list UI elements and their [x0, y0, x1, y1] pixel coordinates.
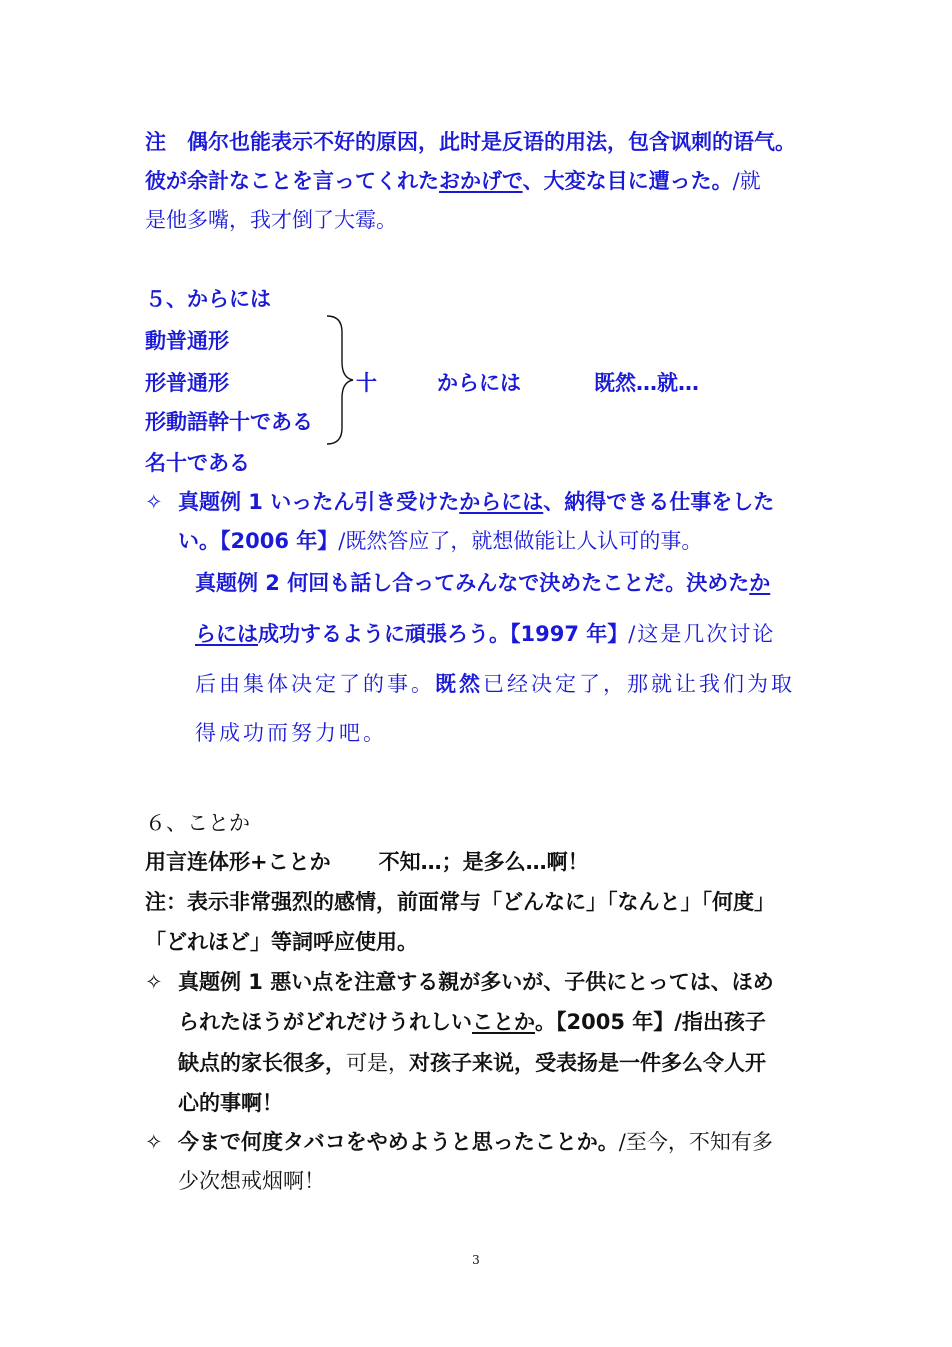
example-kotoka-1-cont — [178, 1012, 766, 1033]
translation: /至今，不知有多 — [618, 1130, 773, 1154]
translation: /就 — [732, 169, 761, 193]
example-text-end: 、大変な目に遭った。 — [522, 169, 733, 193]
example-kotoka-2 — [145, 1132, 773, 1153]
pattern-kotoka — [145, 852, 589, 873]
example-karaniwa-2-cont — [195, 624, 775, 645]
section-heading-kotoka: ６、ことか — [145, 811, 250, 835]
section-heading-karaniwa: ５、からには — [145, 287, 271, 311]
note-kotoka-cont: 「どれほど」等詞呼应使用。 — [145, 930, 418, 954]
plus-sign: 十 — [356, 371, 377, 395]
pattern-karaniwa: からには — [437, 371, 521, 395]
underlined-grammar: らには — [195, 622, 258, 646]
example-text: 真题例 1 いったん引き受けた — [178, 490, 460, 514]
translation-part: 对孩子来说，受表扬是一件多么令人开 — [409, 1051, 766, 1075]
underlined-grammar: からには — [459, 490, 544, 514]
pattern-form: 用言连体形+ことか — [145, 850, 331, 874]
underlined-grammar: おかげで — [439, 169, 523, 193]
example-text-end: 、納得できる仕事をした — [543, 490, 775, 514]
translation-end: 心的事啊！ — [178, 1091, 283, 1115]
translation-emphasis: 既然 — [435, 672, 483, 696]
page-number: 3 — [472, 1253, 480, 1267]
meaning-karaniwa: 既然…就… — [594, 371, 699, 395]
form-na-adj: 形動語幹十である — [145, 410, 313, 434]
translation: /既然答应了，就想做能让人认可的事。 — [338, 529, 703, 553]
example-karaniwa-1-cont — [178, 531, 702, 552]
translation-part: 后由集体决定了的事。 — [195, 672, 435, 696]
form-verb: 動普通形 — [145, 329, 229, 353]
underlined-grammar: か — [749, 571, 771, 595]
example-year: い。【2006 年】 — [178, 529, 339, 553]
example-text: 今まで何度タバコをやめようと思ったことか。 — [178, 1130, 619, 1154]
translation-cont: 少次想戒烟啊！ — [178, 1169, 325, 1193]
example-text: 真题例 1 悪い点を注意する親が多いが、子供にとっては、ほめ — [178, 970, 774, 994]
translation-part: 可是， — [346, 1051, 409, 1075]
example-karaniwa-2 — [195, 573, 770, 594]
star-bullet-icon: ✧ — [145, 970, 163, 994]
example-text: 彼が余計なことを言ってくれた — [145, 169, 439, 193]
note-irony-example — [145, 171, 761, 192]
translation-cont — [178, 1053, 766, 1074]
note-irony: 注 偶尔也能表示不好的原因，此时是反语的用法，包含讽刺的语气。 — [145, 130, 796, 154]
form-adj: 形普通形 — [145, 371, 229, 395]
example-text: られたほうがどれだけうれしい — [178, 1010, 472, 1034]
example-text: 真题例 2 何回も話し合ってみんなで決めたことだ。決めた — [195, 571, 750, 595]
underlined-grammar: ことか — [472, 1010, 535, 1034]
translation-part: 已经决定了，那就让我们为取 — [483, 672, 795, 696]
star-bullet-icon: ✧ — [145, 490, 163, 514]
translation: /这是几次讨论 — [628, 622, 776, 646]
star-bullet-icon: ✧ — [145, 1130, 163, 1154]
form-noun: 名十である — [145, 451, 250, 475]
example-year-translation: 。【2005 年】/指出孩子 — [535, 1010, 766, 1034]
example-text-end: 成功するように頑張ろう。【1997 年】 — [258, 622, 629, 646]
translation-cont — [195, 674, 795, 695]
example-kotoka-1 — [145, 972, 774, 993]
translation-cont: 是他多嘴，我才倒了大霉。 — [145, 208, 397, 232]
note-kotoka: 注：表示非常强烈的感情，前面常与「どんなに」「なんと」「何度」 — [145, 890, 775, 914]
translation-end: 得成功而努力吧。 — [195, 721, 387, 745]
pattern-meaning: 不知…；是多么…啊！ — [378, 850, 589, 874]
example-karaniwa-1 — [145, 492, 774, 513]
translation-part: 缺点的家长很多， — [178, 1051, 346, 1075]
